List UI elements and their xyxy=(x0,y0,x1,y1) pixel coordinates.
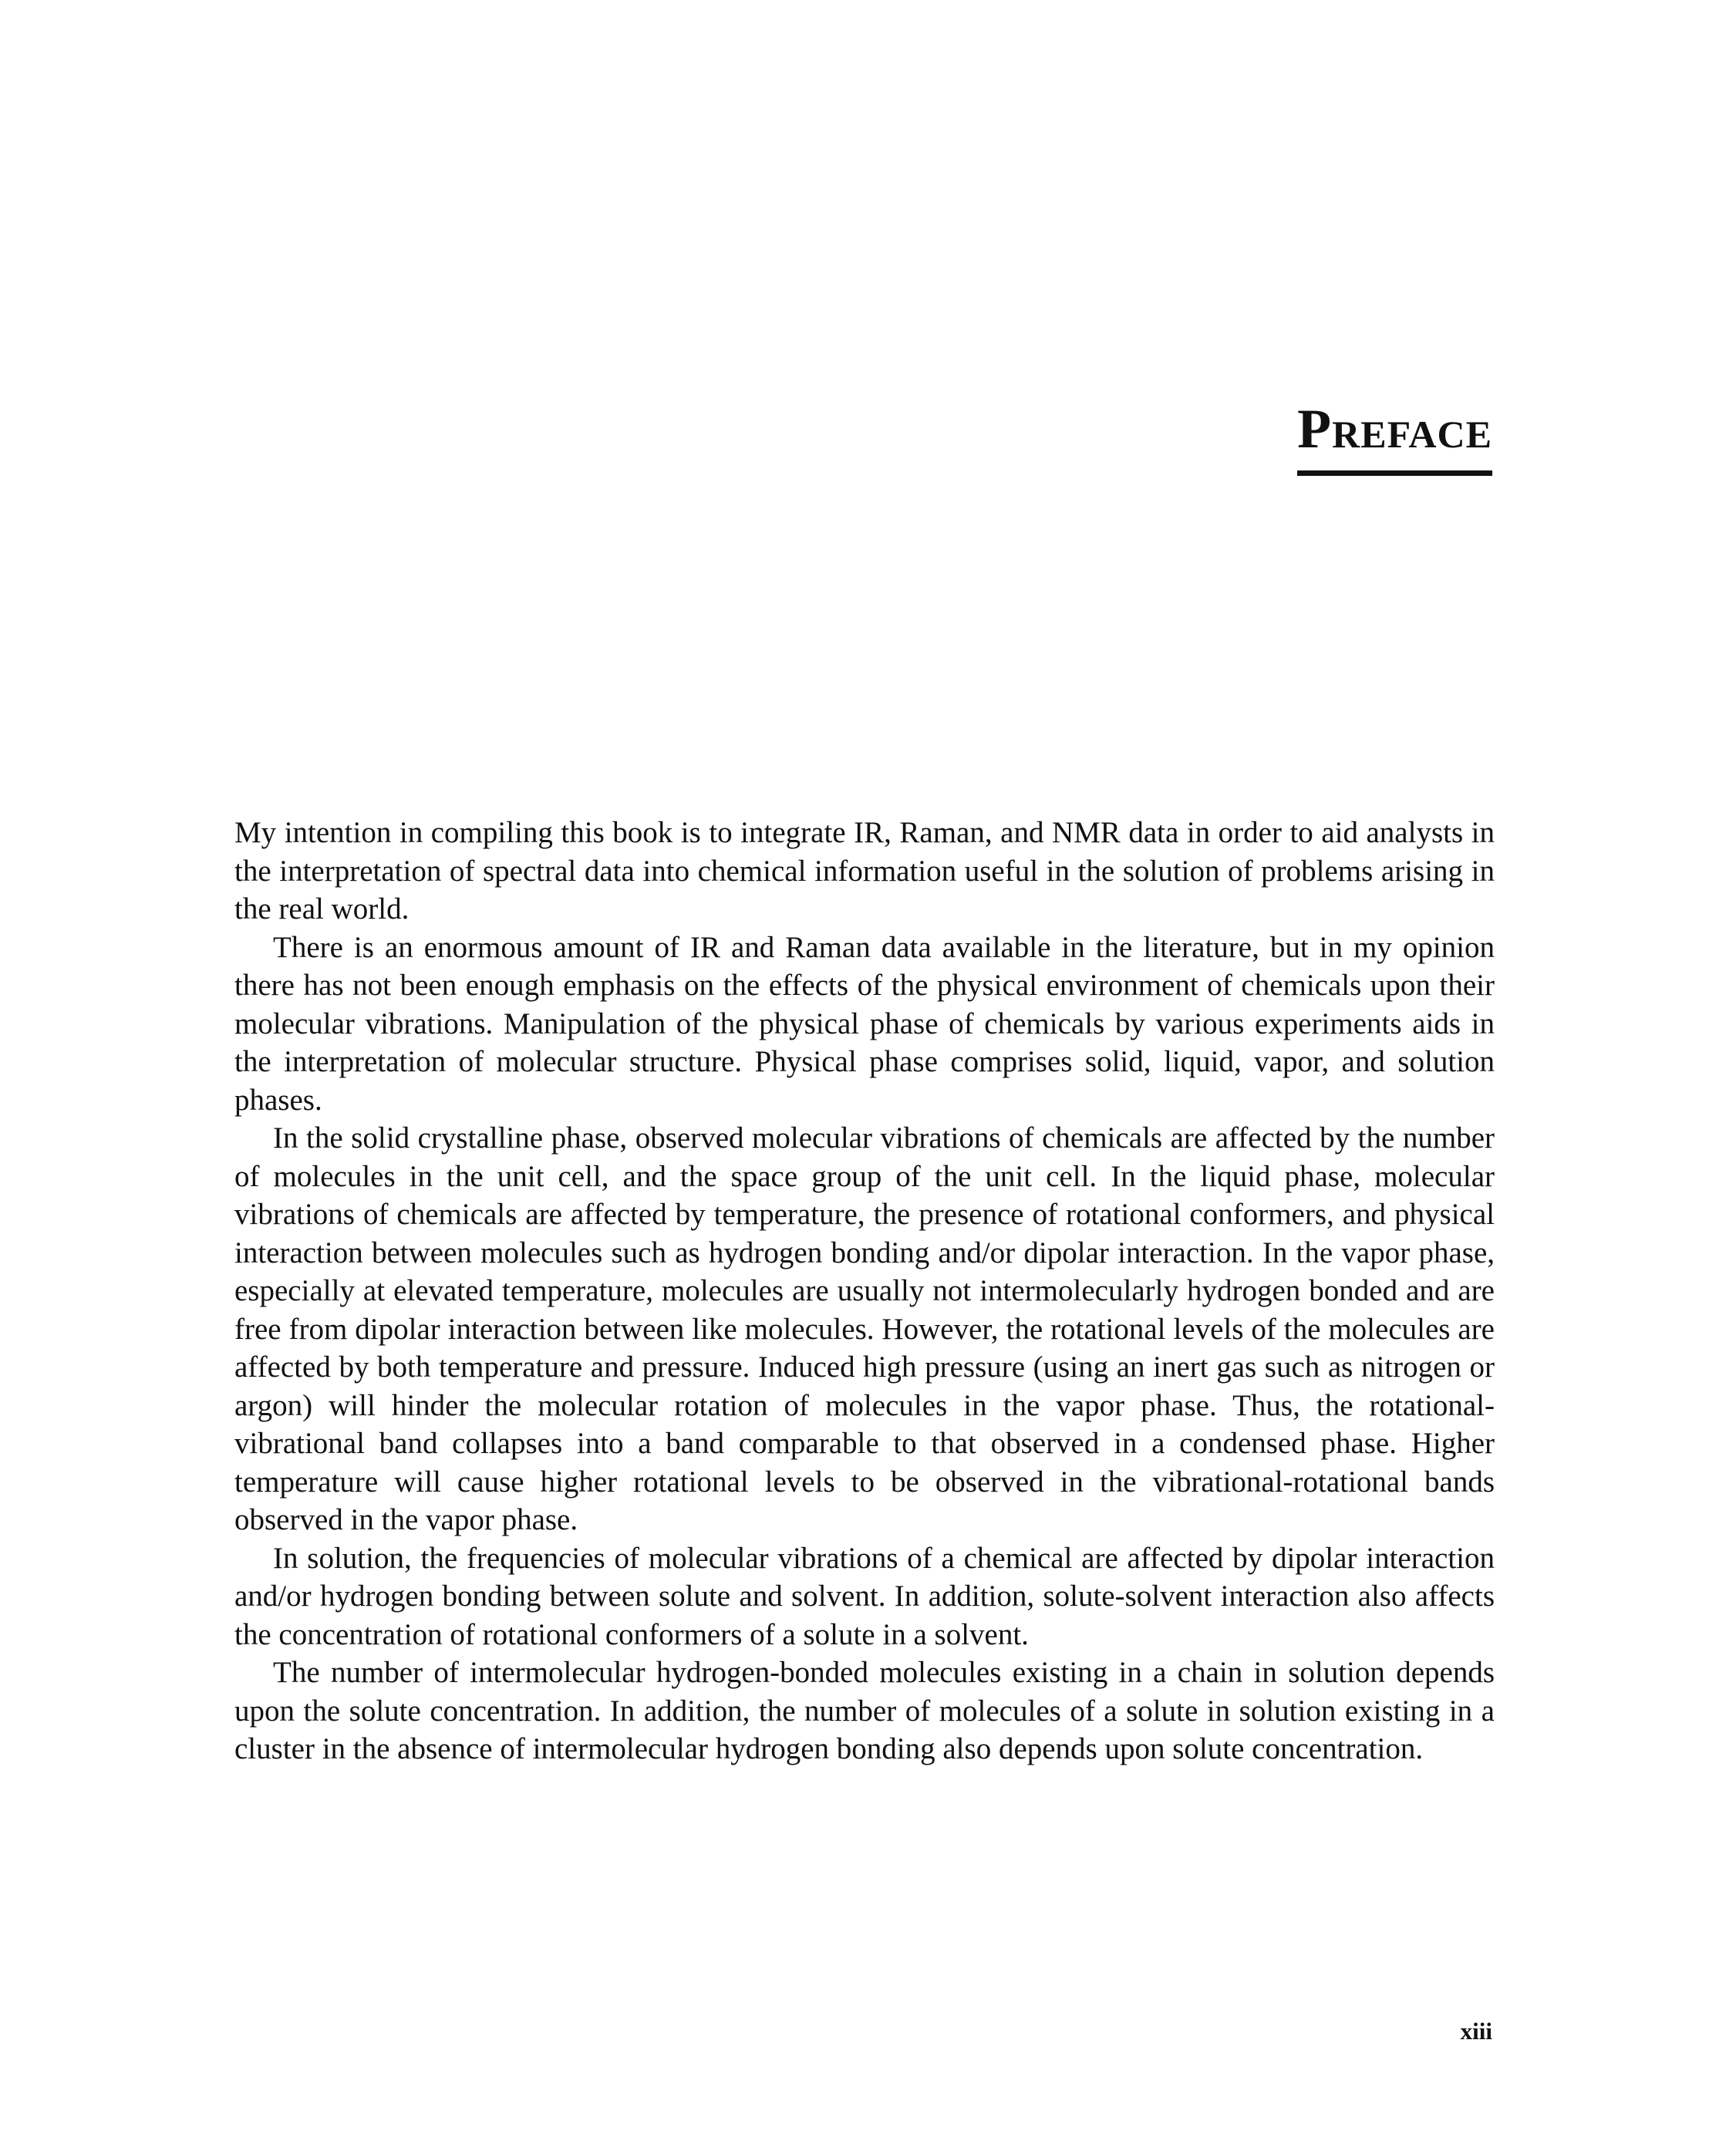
title-underline xyxy=(1297,470,1492,476)
chapter-heading xyxy=(1297,398,1492,476)
paragraph-physical-environment: There is an enormous amount of IR and Raman data available in the literature, but in my opinion there has not been enough emphasis on the effects of the physical environment of chemicals upon their molecular vibrations. Manipulation of the physical phase of chemicals by various experiments aids in the interpretation of molecular structure. Physical phase comprises solid, liquid, vapor, and solution phases. xyxy=(234,930,1495,1117)
paragraph-concentration: The number of intermolecular hydrogen-bonded molecules existing in a chain in solution depends upon the solute concentration. In addition, the number of molecules of a solute in solution existing in a cluster in the absence of intermolecular hydrogen bonding also depends upon solute concentration. xyxy=(234,1656,1495,1765)
paragraph-phases: In the solid crystalline phase, observed molecular vibrations of chemicals are affected by the number of molecules in the unit cell, and the space group of the unit cell. In the liquid phase, molecular vibrations of chemicals are affected by temperature, the presence of rotational conformers, and physical interaction between molecules such as hydrogen bonding and/or dipolar interaction. In the vapor phase, especially at elevated temperature, molecules are usually not intermolecularly hydrogen bonded and are free from dipolar interaction between like molecules. However, the rotational levels of the molecules are affected by both temperature and pressure. Induced high pressure (using an inert gas such as nitrogen or argon) will hinder the molecular rotation of molecules in the vapor phase. Thus, the rotational-vibrational band collapses into a band comparable to that observed in a condensed phase. Higher temperature will cause higher rotational levels to be observed in the vibrational-rotational bands observed in the vapor phase. xyxy=(234,1121,1495,1536)
preface-body xyxy=(234,814,1495,1768)
page-title: Preface xyxy=(1297,398,1492,460)
paragraph-intention: My intention in compiling this book is to integrate IR, Raman, and NMR data in order to aid analysts in the interpretation of spectral data into chemical information useful in the solution of problems arising in the real world. xyxy=(234,816,1495,926)
paragraph-solution: In solution, the frequencies of molecular vibrations of a chemical are affected by dipolar interaction and/or hydrogen bonding between solute and solvent. In addition, solute-solvent interaction also affects the concentration of rotational conformers of a solute in a solvent. xyxy=(234,1541,1495,1651)
page-number: xiii xyxy=(1460,2018,1492,2045)
